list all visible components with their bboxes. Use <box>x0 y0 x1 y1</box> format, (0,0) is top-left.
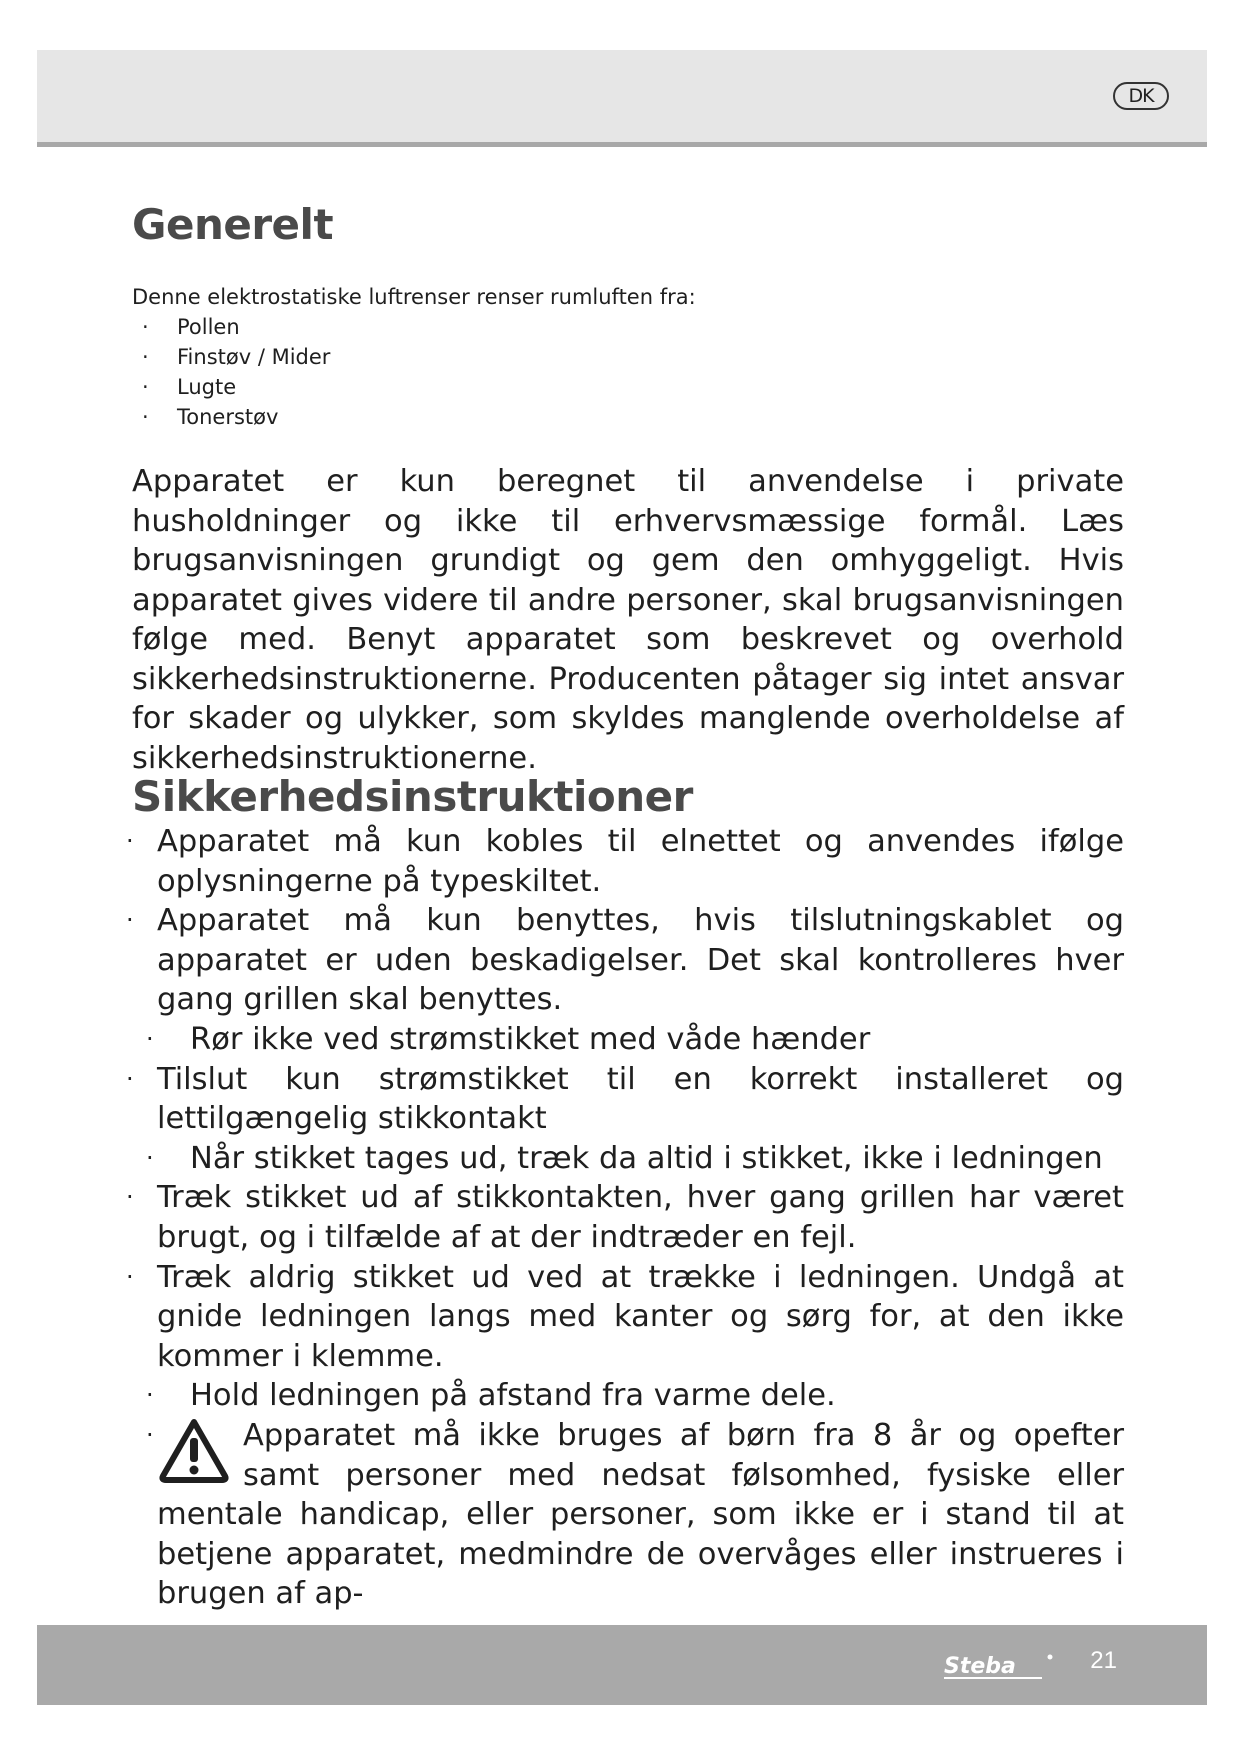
safety-item: · Apparatet må kun benyttes, hvis tilslutningskablet og apparatet er uden beskadigelser. Det skal kontrolleres hver gang grillen skal benyttes. <box>126 903 1124 1018</box>
safety-item: · Træk stikket ud af stikkontakten, hver gang grillen har været brugt, og i tilfælde af at der indtræder en fejl. <box>126 1180 1124 1255</box>
intro-block <box>132 282 696 432</box>
footer-band <box>37 1625 1207 1705</box>
warning-icon <box>159 1418 229 1484</box>
safety-item: · Rør ikke ved strømstikket med våde hænder <box>146 1021 871 1057</box>
safety-item: · Hold ledningen på afstand fra varme dele. <box>146 1378 836 1414</box>
list-item: · Lugte <box>142 375 237 399</box>
safety-item: · Apparatet må kun kobles til elnettet og anvendes ifølge oplysningerne på typeskiltet. <box>126 824 1124 899</box>
safety-list <box>126 822 1124 1614</box>
header-band <box>37 50 1207 147</box>
section-title-generelt: Generelt <box>132 200 334 249</box>
language-badge: DK <box>1113 82 1169 110</box>
section-title-sikkerhed: Sikkerhedsinstruktioner <box>132 772 693 821</box>
svg-text:Steba: Steba <box>944 1654 1016 1679</box>
list-item: · Pollen <box>142 315 240 339</box>
intro-text: Denne elektrostatiske luftrenser renser rumluften fra: <box>132 285 696 309</box>
page-number: 21 <box>1090 1647 1117 1674</box>
list-item: · Tonerstøv <box>142 405 279 429</box>
pollutant-list <box>132 312 696 432</box>
safety-item: · Træk aldrig stikket ud ved at trække i ledningen. Undgå at gnide ledningen langs med kanter og sørg for, at den ikke kommer i klemme. <box>126 1259 1124 1374</box>
steba-logo <box>942 1651 1057 1681</box>
safety-item: · Tilslut kun strømstikket til en korrekt installeret og lettilgængelig stikkontakt <box>126 1061 1124 1137</box>
usage-paragraph: Apparatet er kun beregnet til anvendelse i private husholdninger og ikke til erhvervsmæssige formål. Læs brugsanvisningen grundigt og gem den omhyggeligt. Hvis apparatet gives videre til andre personer, skal brugsanvisningen følge med. Benyt apparatet som beskrevet og overhold sikkerhedsinstruktionerne. Producenten påtager sig intet ansvar for skader og ulykker, som skyldes manglende overholdelse af sikkerhedsinstruktionerne. <box>132 464 1124 776</box>
safety-item-warning: · Apparatet må ikke bruges af børn fra 8 år og opefter samt personer med nedsat følsomhed, fysiske eller mentale handicap, eller personer, som ikke er i stand til at betjene apparatet, medmindre de overvåges eller instrueres i brugen af ap- <box>146 1417 1124 1612</box>
list-item: · Finstøv / Mider <box>142 345 331 369</box>
safety-item: · Når stikket tages ud, træk da altid i stikket, ikke i ledningen <box>146 1140 1103 1176</box>
